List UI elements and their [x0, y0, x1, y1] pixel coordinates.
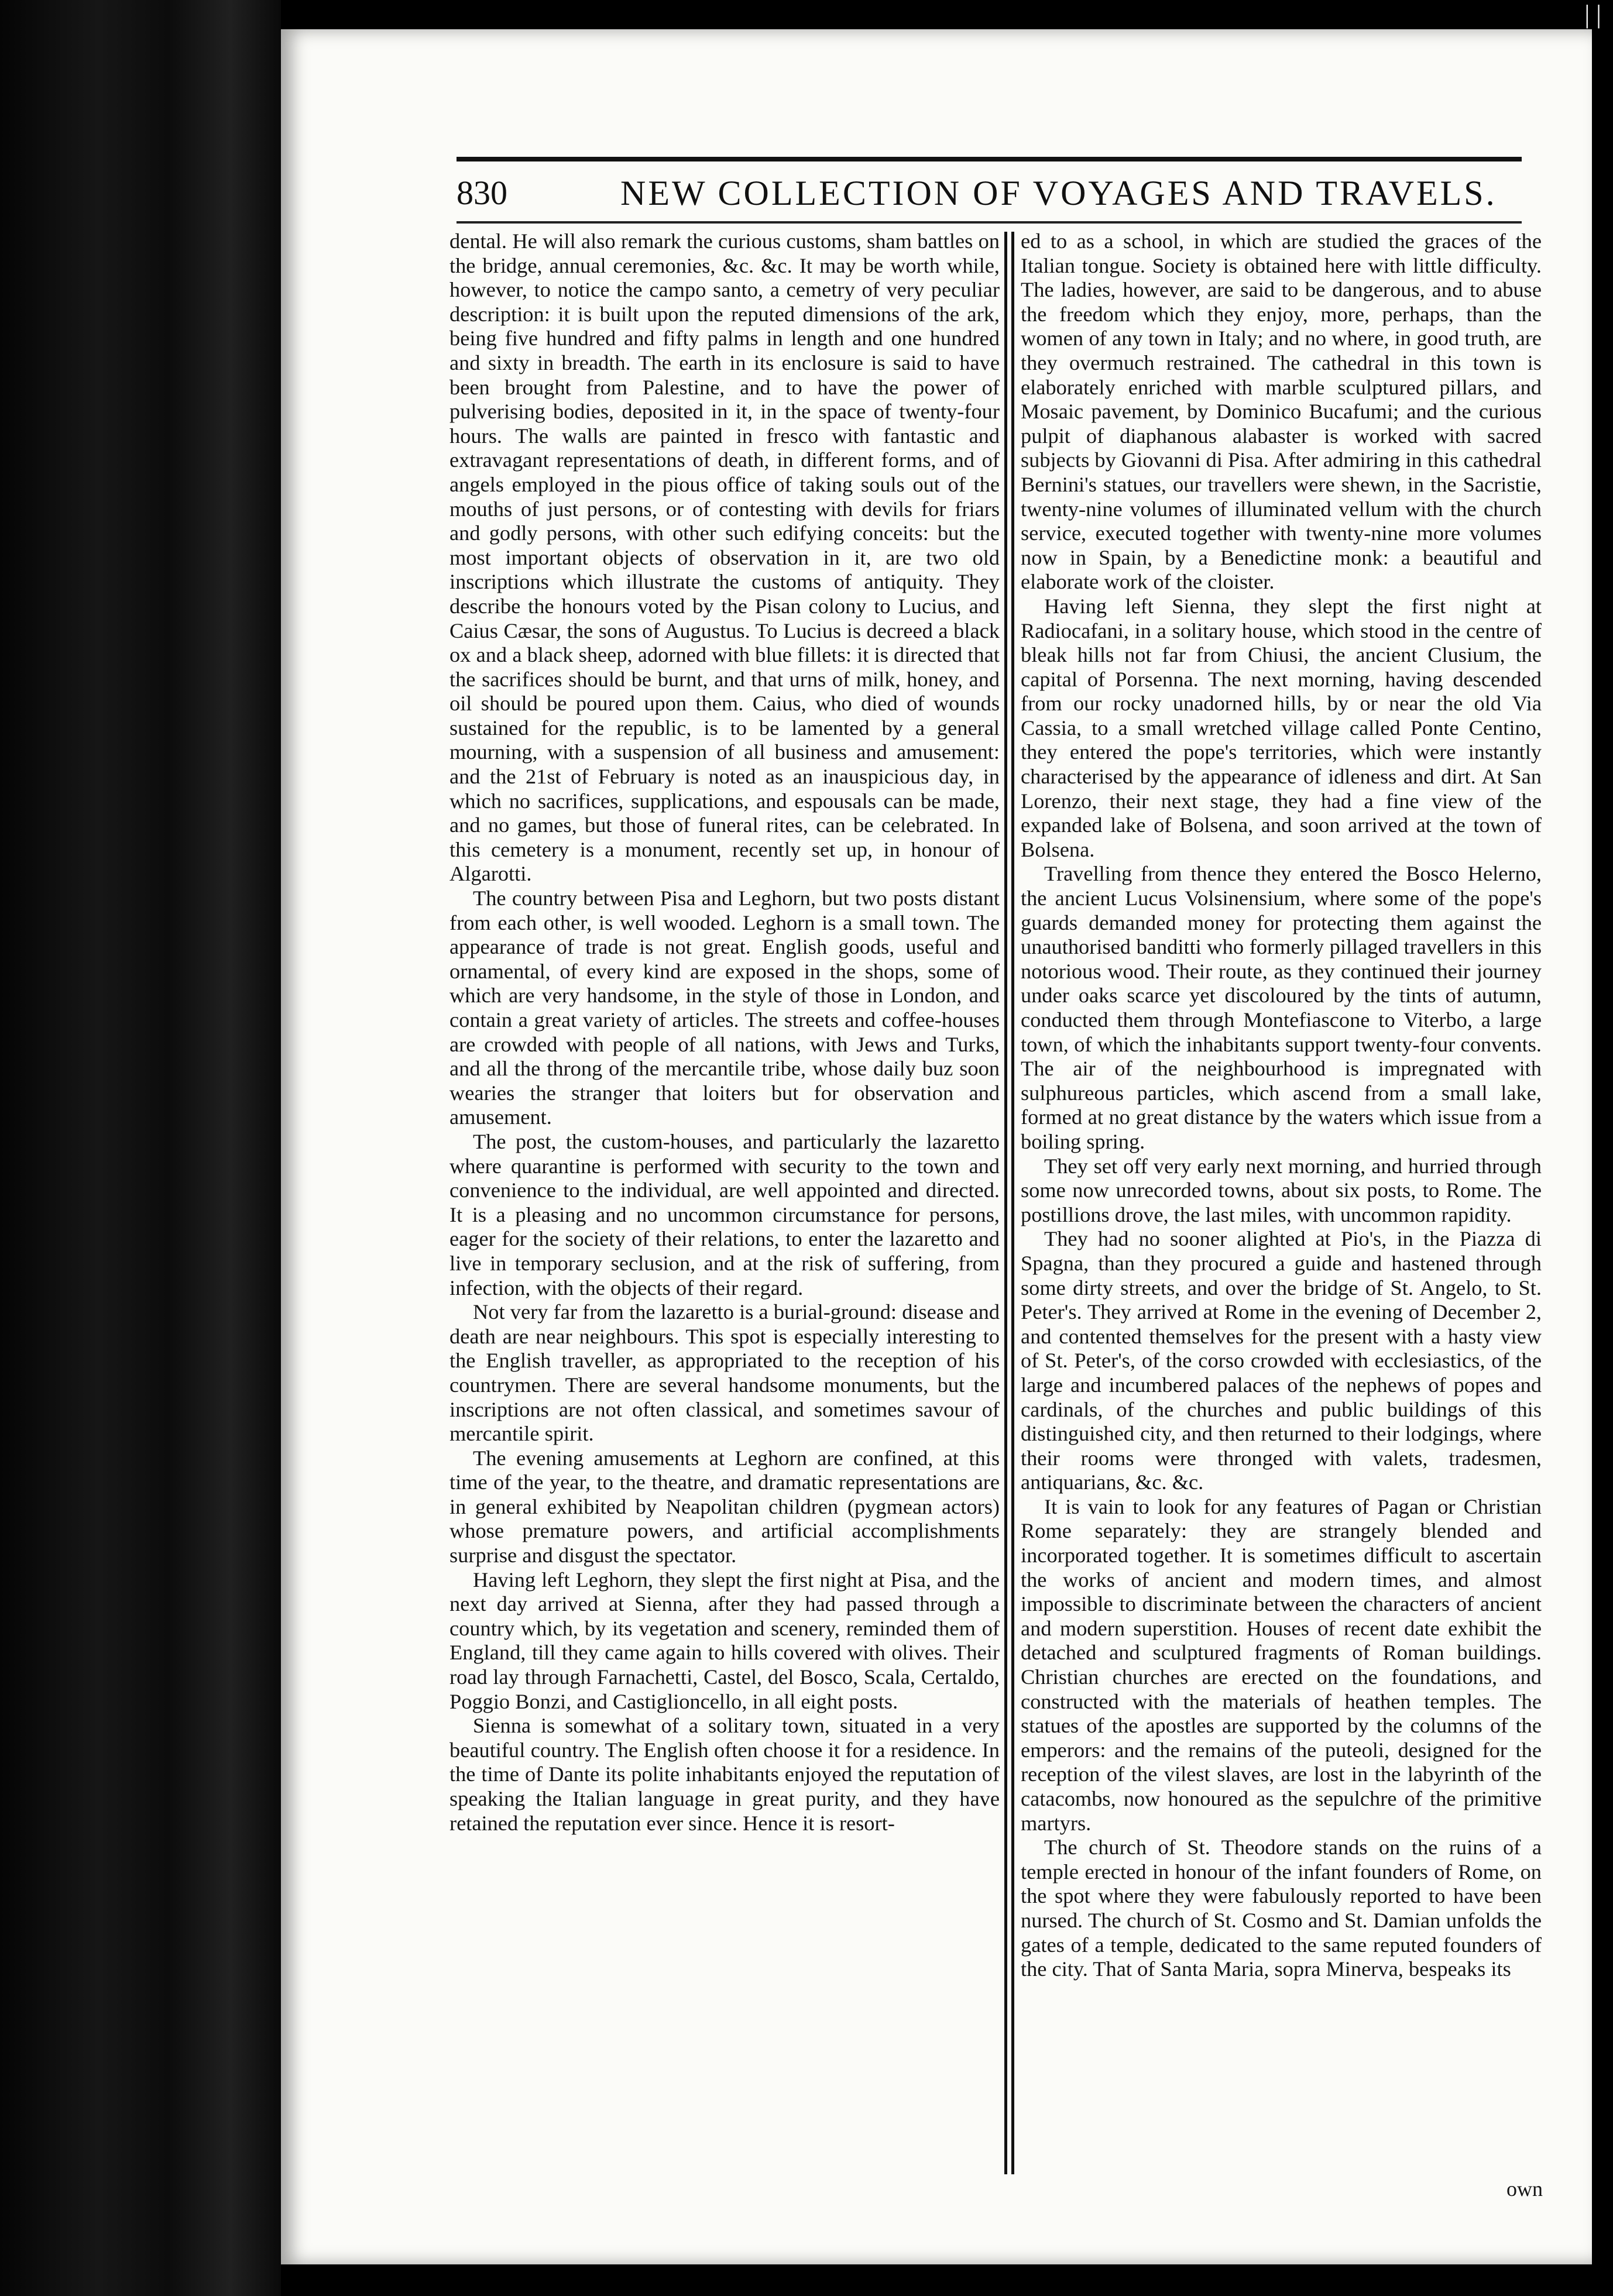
paragraph: Having left Sienna, they slept the first night at Radiocafani, in a solitary house, which stood in the centre of bleak hills not far from Chiusi, the ancient Clusium, the capital of Porsenna. The next morning, having descended from our rocky unadorned hills, by or near the old Via Cassia, to a small wretched village called Ponte Centino, they entered the pope's territories, which were instantly characterised by the appearance of idleness and dirt. At San Lorenzo, their next stage, they had a fine view of the expanded lake of Bolsena, and soon arrived at the town of Bolsena. — [1021, 594, 1542, 861]
paragraph: Having left Leghorn, they slept the first night at Pisa, and the next day arrived at Sienna, after they had passed through a country which, by its vegetation and scenery, reminded them of England, till they came again to hills covered with olives. Their road lay through Farnachetti, Castel, del Bosco, Scala, Certaldo, Poggio Bonzi, and Castiglioncello, in all eight posts. — [449, 1568, 1000, 1713]
top-rule — [457, 157, 1522, 161]
paragraph: They had no sooner alighted at Pio's, in the Piazza di Spagna, than they procured a guide and hastened through some dirty streets, and over the bridge of St. Angelo, to St. Peter's. They arrived at Rome in the evening of December 2, and contented themselves for the present with a hasty view of St. Peter's, of the corso crowded with ecclesiastics, of the large and incumbered palaces of the nephews of popes and cardinals, of the churches and public buildings of this distinguished city, and then returned to their lodgings, where their rooms were thronged with valets, tradesmen, antiquarians, &c. &c. — [1021, 1227, 1542, 1494]
right-column — [1021, 229, 1542, 2178]
column-divider — [1011, 232, 1014, 2174]
paragraph: The country between Pisa and Leghorn, but two posts distant from each other, is well wooded. Leghorn is a small town. The appearance of trade is not great. English goods, useful and ornamental, of every kind are exposed in the shops, some of which are very handsome, in the style of those in London, and contain a great variety of articles. The streets and coffee-houses are crowded with people of all nations, with Jews and Turks, and all the throng of the mercantile tribe, whose daily buz soon wearies the stranger that loiters but for observation and amusement. — [449, 886, 1000, 1129]
page-header — [457, 173, 1522, 220]
catchword: own — [1506, 2177, 1543, 2201]
paragraph: Travelling from thence they entered the Bosco Helerno, the ancient Lucus Volsinensium, where some of the pope's guards demanded money for protecting them against the unauthorised banditti who formerly pillaged travellers in this notorious wood. Their route, as they continued their journey under oaks scarce yet discoloured by the tints of autumn, conducted them through Montefiascone to Viterbo, a large town, of which the inhabitants support twenty-four convents. The air of the neighbourhood is impregnated with sulphureous particles, which ascend from a small lake, formed at no great distance by the waters which issue from a boiling spring. — [1021, 862, 1542, 1153]
book-spine-shadow — [0, 0, 281, 2296]
paragraph: ed to as a school, in which are studied the graces of the Italian tongue. Society is obtained here with little difficulty. The ladies, however, are said to be dangerous, and to abuse the freedom which they enjoy, more, perhaps, than the women of any town in Italy; and no where, in good truth, are they overmuch restrained. The cathedral in this town is elaborately enriched with marble sculptured pillars, and Mosaic pavement, by Dominico Bucafumi; and the curious pulpit of diaphanous alabaster is worked with sacred subjects by Giovanni di Pisa. After admiring in this cathedral Bernini's statues, our travellers were shewn, in the Sacristie, twenty-nine volumes of illuminated vellum with the church service, executed together with twenty-nine more volumes now in Spain, by a Benedictine monk: a beautiful and elaborate work of the cloister. — [1021, 229, 1542, 594]
paragraph: They set off very early next morning, and hurried through some now unrecorded towns, about six posts, to Rome. The postillions drove, the last miles, with uncommon rapidity. — [1021, 1154, 1542, 1226]
paragraph: Sienna is somewhat of a solitary town, situated in a very beautiful country. The English often choose it for a residence. In the time of Dante its polite inhabitants enjoyed the reputation of speaking the Italian language in great purity, and they have retained the reputation ever since. Hence it is resort- — [449, 1714, 1000, 1835]
header-rule — [457, 221, 1522, 224]
paragraph: The post, the custom-houses, and particularly the lazaretto where quarantine is performed with security to the town and convenience to the individual, are well appointed and directed. It is a pleasing and no uncommon circumstance for persons, eager for the society of their relations, to enter the lazaretto and live in temporary seclusion, and at the risk of suffering, from infection, with the objects of their regard. — [449, 1129, 1000, 1300]
paragraph: Not very far from the lazaretto is a burial-ground: disease and death are near neighbours. This spot is especially interesting to the English traveller, as appropriated to the reception of his countrymen. There are several handsome monuments, but the inscriptions are not often classical, and sometimes savour of mercantile spirit. — [449, 1300, 1000, 1446]
running-head: NEW COLLECTION OF VOYAGES AND TRAVELS. — [620, 174, 1497, 212]
left-column — [449, 229, 1000, 2178]
paragraph: It is vain to look for any features of Pagan or Christian Rome separately: they are strangely blended and incorporated together. It is sometimes difficult to ascertain the works of ancient and modern times, and almost impossible to discriminate between the characters of ancient and modern superstition. Houses of recent date exhibit the detached and sculptured fragments of Roman buildings. Christian churches are erected on the foundations, and constructed with the materials of heathen temples. The statues of the apostles are supported by the columns of the emperors: and the remains of the puteoli, designed for the reception of the vilest slaves, are lost in the labyrinth of the catacombs, now honoured as the sepulchre of the primitive martyrs. — [1021, 1494, 1542, 1835]
corner-marks: | | — [1584, 0, 1601, 29]
page-number: 830 — [457, 174, 507, 212]
column-divider — [1004, 232, 1007, 2174]
paragraph: The church of St. Theodore stands on the ruins of a temple erected in honour of the infant founders of Rome, on the spot where they were fabulously reported to have been nursed. The church of St. Cosmo and St. Damian unfolds the gates of a temple, dedicated to the same reputed founders of the city. That of Santa Maria, sopra Minerva, bespeaks its — [1021, 1836, 1542, 1981]
paragraph: The evening amusements at Leghorn are confined, at this time of the year, to the theatre, and dramatic representations are in general exhibited by Neapolitan children (pygmean actors) whose premature powers, and artificial accomplishments surprise and disgust the spectator. — [449, 1446, 1000, 1568]
paragraph: dental. He will also remark the curious customs, sham battles on the bridge, annual ceremonies, &c. &c. It may be worth while, however, to notice the campo santo, a cemetry of very peculiar description: it is built upon the reputed dimensions of the ark, being five hundred and fifty palms in length and one hundred and sixty in breadth. The earth in its enclosure is said to have been brought from Palestine, and to have the power of pulverising bodies, deposited in it, in the space of twenty-four hours. The walls are painted in fresco with fantastic and extravagant representations of death, in different forms, and of angels employed in the pious office of taking souls out of the mouths of just persons, or of contesting with devils for friars and godly persons, with other such edifying conceits: but the most important objects of observation in it, are two old inscriptions which illustrate the customs of antiquity. They describe the honours voted by the Pisan colony to Lucius, and Caius Cæsar, the sons of Augustus. To Lucius is decreed a black ox and a black sheep, adorned with blue fillets: it is directed that the sacrifices should be burnt, and that urns of milk, honey, and oil should be poured upon them. Caius, who died of wounds sustained for the republic, is to be lamented by a general mourning, with a suspension of all business and amusement: and the 21st of February is noted as an inauspicious day, in which no sacrifices, supplications, and espousals can be made, and no games, but those of funeral rites, can be celebrated. In this cemetery is a monument, recently set up, in honour of Algarotti. — [449, 229, 1000, 886]
